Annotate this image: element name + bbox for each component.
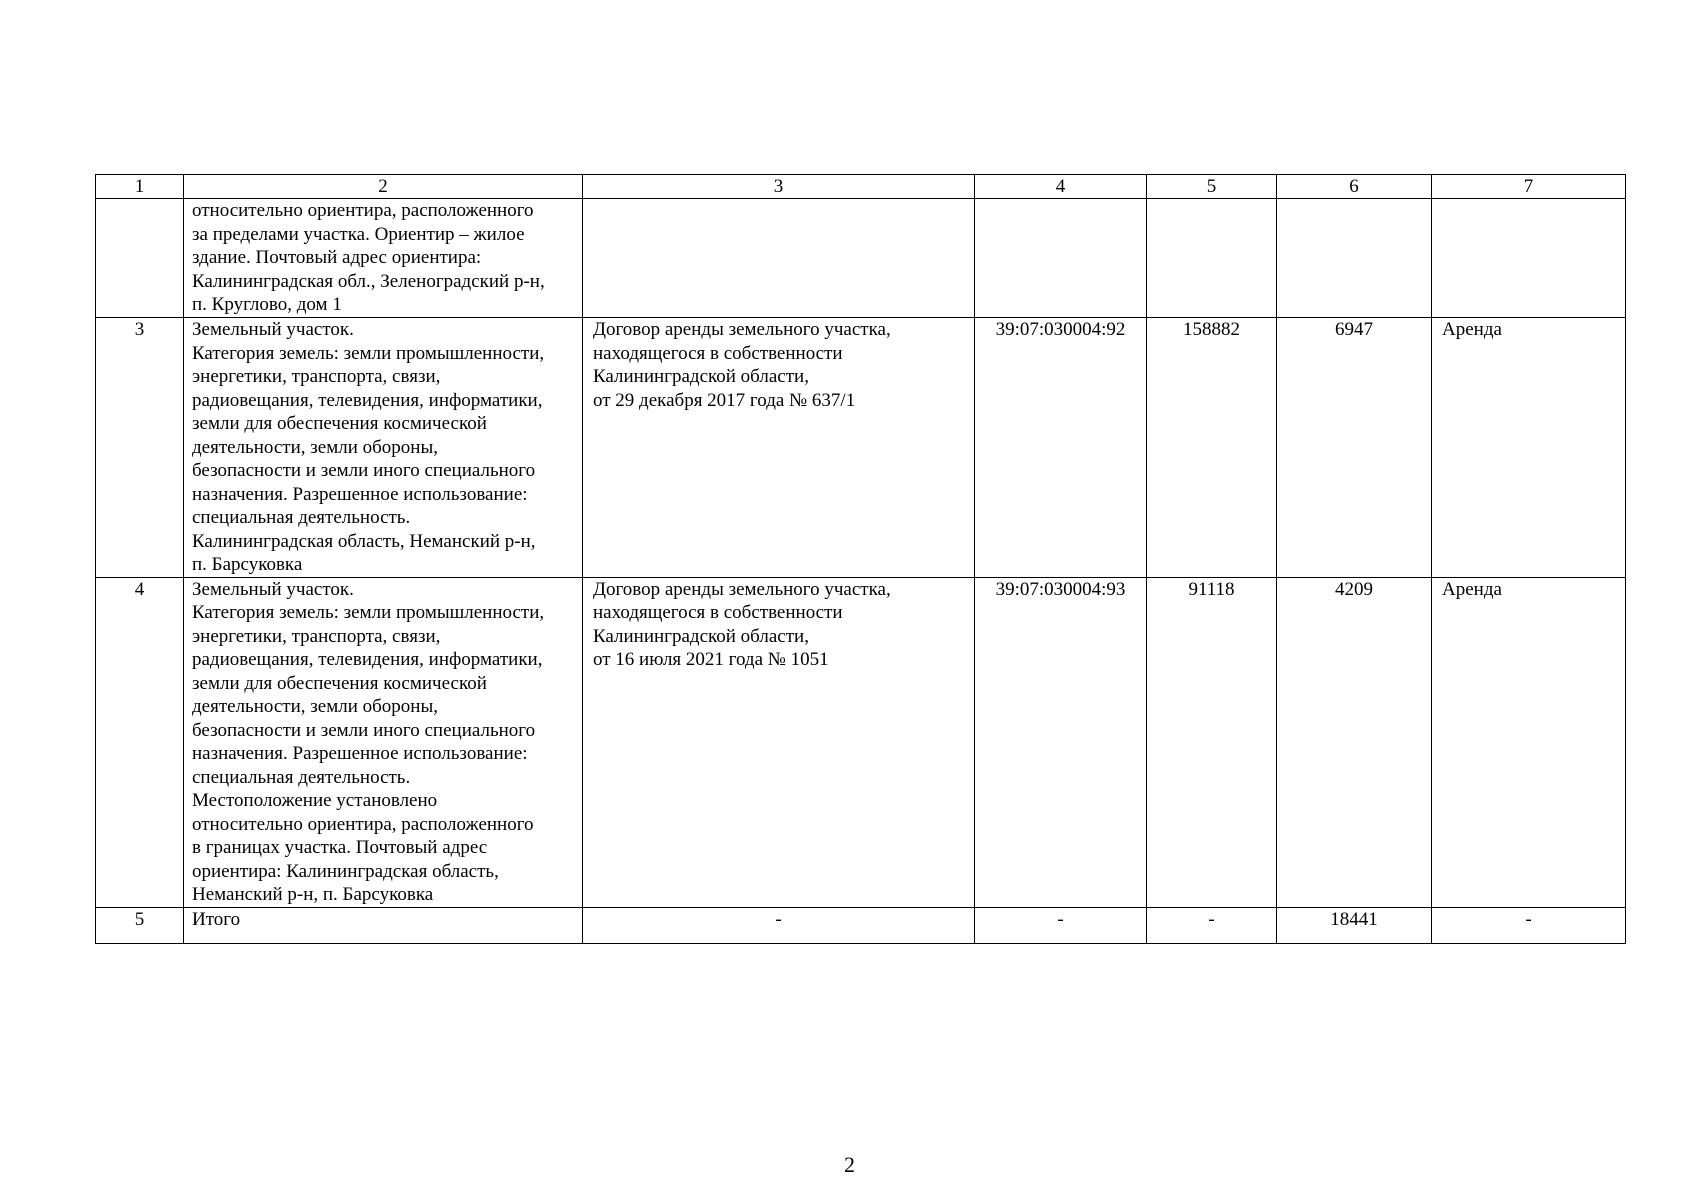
header-cell-1: 1 bbox=[96, 175, 184, 199]
total-col7-cell: - bbox=[1432, 907, 1626, 943]
row-number-cell: 3 bbox=[96, 318, 184, 578]
table-row bbox=[96, 318, 1626, 578]
header-cell-3: 3 bbox=[583, 175, 975, 199]
cadastral-number-cell: 39:07:030004:92 bbox=[975, 318, 1147, 578]
document-cell bbox=[583, 199, 975, 318]
header-cell-4: 4 bbox=[975, 175, 1147, 199]
header-cell-6: 6 bbox=[1277, 175, 1432, 199]
col5-cell: 91118 bbox=[1147, 577, 1277, 907]
col7-cell: Аренда bbox=[1432, 577, 1626, 907]
total-area-cell: 18441 bbox=[1277, 907, 1432, 943]
plot-description-cell: Земельный участок. Категория земель: земли промышленности, энергетики, транспорта, связи, радиовещания, телевидения, информатики, земли для обеспечения космической деятельности, земли обороны, безопасности и земли иного специального назначения. Разрешенное использование: специальная деятельность. Калининградская область, Неманский р-н, п. Барсуковка bbox=[184, 318, 583, 578]
col7-cell: Аренда bbox=[1432, 318, 1626, 578]
table-row-continuation bbox=[96, 199, 1626, 318]
header-cell-7: 7 bbox=[1432, 175, 1626, 199]
table-row bbox=[96, 577, 1626, 907]
col5-cell bbox=[1147, 199, 1277, 318]
row-number-cell: 4 bbox=[96, 577, 184, 907]
total-col5-cell: - bbox=[1147, 907, 1277, 943]
col6-cell: 4209 bbox=[1277, 577, 1432, 907]
row-number-cell bbox=[96, 199, 184, 318]
total-col3-cell: - bbox=[583, 907, 975, 943]
document-cell: Договор аренды земельного участка, находящегося в собственности Калининградской области, от 29 декабря 2017 года № 637/1 bbox=[583, 318, 975, 578]
col6-cell bbox=[1277, 199, 1432, 318]
col5-cell: 158882 bbox=[1147, 318, 1277, 578]
col6-cell: 6947 bbox=[1277, 318, 1432, 578]
row-number-cell: 5 bbox=[96, 907, 184, 943]
document-cell: Договор аренды земельного участка, находящегося в собственности Калининградской области, от 16 июля 2021 года № 1051 bbox=[583, 577, 975, 907]
table-header-row bbox=[96, 175, 1626, 199]
land-plots-table bbox=[95, 174, 1626, 944]
header-cell-2: 2 bbox=[184, 175, 583, 199]
cadastral-number-cell: 39:07:030004:93 bbox=[975, 577, 1147, 907]
cadastral-number-cell bbox=[975, 199, 1147, 318]
plot-description-cell: Земельный участок. Категория земель: земли промышленности, энергетики, транспорта, связи, радиовещания, телевидения, информатики, земли для обеспечения космической деятельности, земли обороны, безопасности и земли иного специального назначения. Разрешенное использование: специальная деятельность. Местоположение установлено относительно ориентира, расположенного в границах участка. Почтовый адрес ориентира: Калининградская область, Неманский р-н, п. Барсуковка bbox=[184, 577, 583, 907]
total-label-cell: Итого bbox=[184, 907, 583, 943]
col7-cell bbox=[1432, 199, 1626, 318]
plot-description-cell: относительно ориентира, расположенного за пределами участка. Ориентир – жилое здание. Почтовый адрес ориентира: Калининградская обл., Зеленоградский р-н, п. Круглово, дом 1 bbox=[184, 199, 583, 318]
page-number: 2 bbox=[844, 1152, 855, 1177]
table-row-total bbox=[96, 907, 1626, 943]
total-col4-cell: - bbox=[975, 907, 1147, 943]
header-cell-5: 5 bbox=[1147, 175, 1277, 199]
